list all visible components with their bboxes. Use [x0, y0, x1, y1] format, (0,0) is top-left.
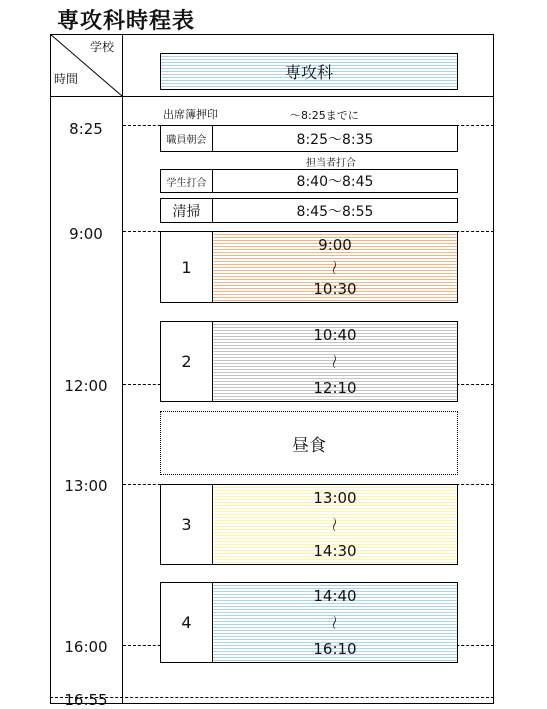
header-time-label: 時間 — [54, 72, 79, 86]
staff-meeting-label: 職員朝会 — [161, 126, 213, 151]
time-label-1300: 13:00 — [64, 477, 108, 495]
time-label-0825: 8:25 — [69, 120, 103, 138]
person-meeting-note: 担当者打合 — [306, 158, 356, 169]
student-meeting-label: 学生打合 — [161, 170, 213, 192]
period-1-row — [160, 231, 458, 303]
staff-meeting-time: 8:25～8:35 — [296, 131, 374, 148]
period-3-end: 14:30 — [313, 542, 357, 560]
period-3-start: 13:00 — [313, 489, 357, 507]
period-2-end: 12:10 — [313, 379, 357, 397]
period-3-separator: ～ — [325, 516, 344, 533]
period-3-times — [213, 485, 457, 564]
period-2-row — [160, 321, 458, 402]
period-4-row — [160, 582, 458, 663]
period-1-end: 10:30 — [313, 280, 357, 298]
cleaning-row — [160, 198, 458, 223]
column-divider — [122, 34, 123, 704]
time-label-1655: 16:55 — [64, 691, 108, 709]
period-4-end: 16:10 — [313, 640, 357, 658]
period-4-start: 14:40 — [313, 587, 357, 605]
period-4-times — [213, 583, 457, 662]
period-2-separator: ～ — [325, 353, 344, 370]
period-2-start: 10:40 — [313, 326, 357, 344]
lunch-box — [160, 411, 458, 475]
cleaning-time: 8:45～8:55 — [296, 203, 374, 220]
period-3-row — [160, 484, 458, 565]
period-1-times — [213, 232, 457, 302]
student-meeting-time: 8:40～8:45 — [296, 174, 374, 190]
period-1-number: 1 — [161, 232, 213, 302]
lunch-label: 昼食 — [292, 435, 326, 456]
page-title: 専攻科時程表 — [57, 9, 196, 34]
period-3-number: 3 — [161, 485, 213, 564]
time-label-1600: 16:00 — [64, 638, 108, 656]
staff-meeting-row — [160, 125, 458, 152]
time-guide-1655 — [50, 697, 494, 698]
time-label-0900: 9:00 — [69, 225, 103, 243]
period-1-start: 9:00 — [318, 236, 352, 254]
period-1-separator: ～ — [325, 259, 344, 275]
period-4-number: 4 — [161, 583, 213, 662]
attendance-time: ～8:25までに — [290, 109, 359, 122]
period-4-separator: ～ — [325, 614, 344, 631]
column-title: 専攻科 — [284, 63, 333, 82]
period-2-times — [213, 322, 457, 401]
header-school-label: 学校 — [90, 40, 115, 54]
period-2-number: 2 — [161, 322, 213, 401]
cleaning-label: 清掃 — [161, 199, 213, 222]
column-title-box — [160, 53, 458, 90]
time-label-1200: 12:00 — [64, 377, 108, 395]
student-meeting-row — [160, 169, 458, 193]
attendance-label: 出席簿押印 — [163, 108, 218, 121]
